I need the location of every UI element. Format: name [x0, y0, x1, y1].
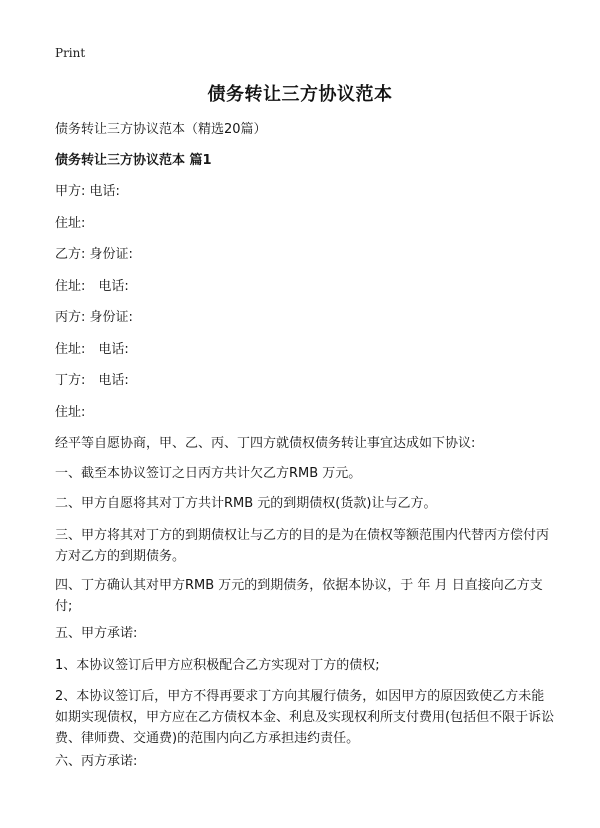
clause-5-heading: 五、甲方承诺:: [55, 626, 138, 641]
agreement-intro-line: 经平等自愿协商，甲、乙、丙、丁四方就债权债务转让事宜达成如下协议:: [55, 436, 476, 451]
party-a-phone-line: 甲方: 电话:: [55, 184, 120, 199]
clause-4-paragraph: 四、丁方确认其对甲方RMB 万元的到期债务，依据本协议，于 年 月 日直接向乙方支付;: [55, 578, 543, 614]
party-d-address-line: 住址:: [55, 405, 86, 420]
party-c-id-line: 丙方: 身份证:: [55, 310, 133, 325]
clause-5-item-1: 1、本协议签订后甲方应积极配合乙方实现对丁方的债权;: [55, 658, 380, 673]
print-label: Print: [55, 46, 86, 60]
party-a-address-line: 住址:: [55, 216, 86, 231]
document-subtitle: 债务转让三方协议范本（精选20篇）: [55, 122, 267, 137]
party-c-address-line: 住址: 电话:: [55, 342, 129, 357]
clause-5-item-2-paragraph: 2、本协议签订后，甲方不得再要求丁方向其履行债务，如因甲方的原因致使乙方未能如期实现债权，甲方应在乙方债权本金、利息及实现权利所支付费用(包括但不限于诉讼费、律师费、交通费)的范围内向乙方承担违约责任。: [55, 689, 555, 746]
party-d-phone-line: 丁方: 电话:: [55, 373, 129, 388]
document-title: 债务转让三方协议范本: [207, 84, 393, 105]
clause-6-heading: 六、丙方承诺:: [55, 754, 138, 769]
clause-2-line: 二、甲方自愿将其对丁方共计RMB 元的到期债权(货款)让与乙方。: [55, 496, 437, 511]
party-b-id-line: 乙方: 身份证:: [55, 247, 133, 262]
section-heading: 债务转让三方协议范本 篇1: [55, 153, 212, 168]
party-b-address-line: 住址: 电话:: [55, 279, 129, 294]
clause-3-paragraph: 三、甲方将其对丁方的到期债权让与乙方的目的是为在债权等额范围内代替丙方偿付丙方对乙方的到期债务。: [55, 528, 550, 564]
clause-1-line: 一、截至本协议签订之日丙方共计欠乙方RMB 万元。: [55, 466, 362, 481]
